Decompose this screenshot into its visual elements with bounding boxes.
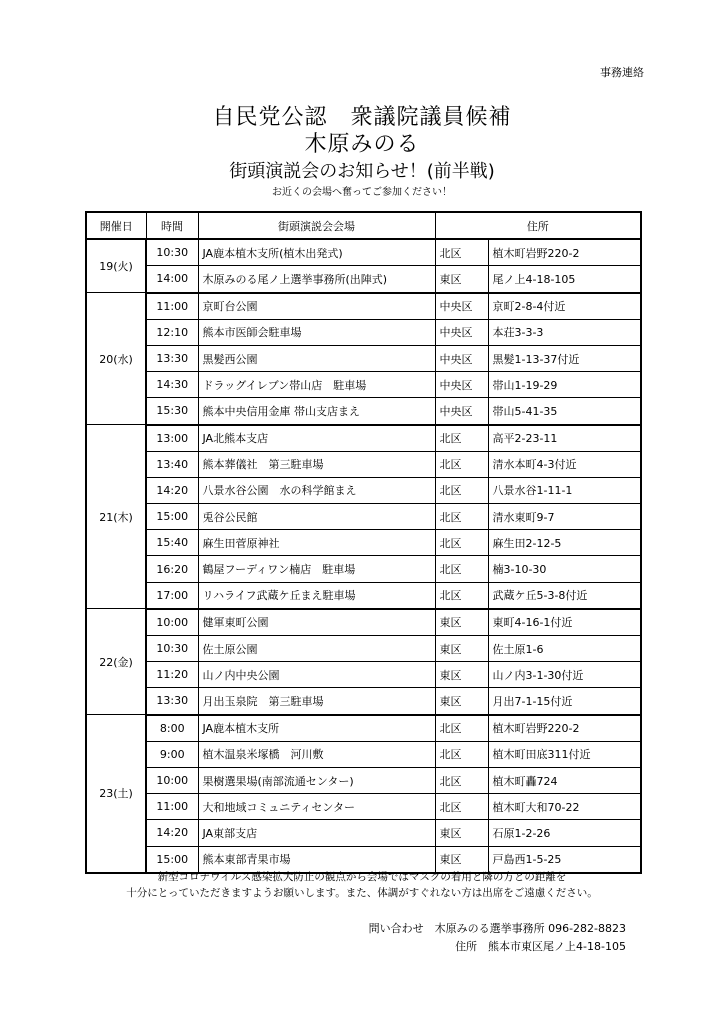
ward-cell: 中央区 xyxy=(435,398,488,425)
ward-cell: 東区 xyxy=(435,636,488,662)
venue-cell: ドラッグイレブン帯山店 駐車場 xyxy=(198,372,435,398)
table-row xyxy=(86,688,641,715)
address-cell: 植木町岩野220-2 xyxy=(488,715,641,742)
time-cell: 8:00 xyxy=(146,715,198,742)
time-cell: 17:00 xyxy=(146,582,198,609)
address-cell: 月出7-1-15付近 xyxy=(488,688,641,715)
table-row xyxy=(86,477,641,503)
address-cell: 本荘3-3-3 xyxy=(488,319,641,345)
ward-cell: 北区 xyxy=(435,239,488,266)
venue-cell: 八景水谷公園 水の科学館まえ xyxy=(198,477,435,503)
table-row xyxy=(86,820,641,846)
time-cell: 15:00 xyxy=(146,846,198,873)
time-cell: 12:10 xyxy=(146,319,198,345)
ward-cell: 東区 xyxy=(435,266,488,293)
time-cell: 14:20 xyxy=(146,820,198,846)
schedule-table xyxy=(85,211,642,874)
table-row xyxy=(86,239,641,266)
event-title: 街頭演説会のお知らせ！(前半戦) xyxy=(229,161,495,182)
ward-cell: 東区 xyxy=(435,662,488,688)
time-cell: 11:00 xyxy=(146,794,198,820)
venue-cell: 健軍東町公園 xyxy=(198,609,435,636)
footer-note-line-1: 新型コロナウイルス感染拡大防止の観点から会場ではマスクの着用と隣の方との距離を xyxy=(157,871,567,883)
table-row xyxy=(86,715,641,742)
address-cell: 高平2-23-11 xyxy=(488,425,641,452)
time-cell: 14:00 xyxy=(146,266,198,293)
venue-cell: 果樹選果場(南部流通センター) xyxy=(198,767,435,793)
address-cell: 植木町大和70-22 xyxy=(488,794,641,820)
contact-inquiry: 問い合わせ 木原みのる選挙事務所 096-282-8823 xyxy=(368,922,626,935)
venue-cell: 鶴屋フーディワン楠店 駐車場 xyxy=(198,556,435,582)
date-cell: 20(水) xyxy=(86,293,146,425)
table-row xyxy=(86,398,641,425)
time-cell: 15:30 xyxy=(146,398,198,425)
table-row xyxy=(86,425,641,452)
table-row xyxy=(86,266,641,293)
time-cell: 9:00 xyxy=(146,741,198,767)
venue-cell: 麻生田菅原神社 xyxy=(198,530,435,556)
table-row xyxy=(86,530,641,556)
table-row xyxy=(86,451,641,477)
header-date: 開催日 xyxy=(86,212,146,239)
table-row xyxy=(86,556,641,582)
title-line-1: 自民党公認 衆議院議員候補 xyxy=(212,105,512,130)
address-cell: 清水東町9-7 xyxy=(488,504,641,530)
time-cell: 13:30 xyxy=(146,345,198,371)
ward-cell: 北区 xyxy=(435,767,488,793)
address-cell: 植木町轟724 xyxy=(488,767,641,793)
time-cell: 15:00 xyxy=(146,504,198,530)
address-cell: 麻生田2-12-5 xyxy=(488,530,641,556)
address-cell: 帯山5-41-35 xyxy=(488,398,641,425)
address-cell: 清水本町4-3付近 xyxy=(488,451,641,477)
address-cell: 戸島西1-5-25 xyxy=(488,846,641,873)
venue-cell: 熊本中央信用金庫 帯山支店まえ xyxy=(198,398,435,425)
time-cell: 13:30 xyxy=(146,688,198,715)
table-row xyxy=(86,794,641,820)
table-row xyxy=(86,319,641,345)
address-cell: 山ノ内3-1-30付近 xyxy=(488,662,641,688)
date-cell: 19(火) xyxy=(86,239,146,292)
address-cell: 佐土原1-6 xyxy=(488,636,641,662)
address-cell: 尾ノ上4-18-105 xyxy=(488,266,641,293)
venue-cell: 月出玉泉院 第三駐車場 xyxy=(198,688,435,715)
venue-cell: 黒髪西公園 xyxy=(198,345,435,371)
candidate-name: 木原みのる xyxy=(304,132,420,157)
ward-cell: 北区 xyxy=(435,451,488,477)
footer-note-line-2: 十分にとっていただきますようお願いします。また、体調がすぐれない方は出席をご遠慮ください。 xyxy=(126,887,598,899)
address-cell: 石原1-2-26 xyxy=(488,820,641,846)
venue-cell: 兎谷公民館 xyxy=(198,504,435,530)
address-cell: 植木町岩野220-2 xyxy=(488,239,641,266)
time-cell: 11:00 xyxy=(146,293,198,320)
ward-cell: 北区 xyxy=(435,530,488,556)
time-cell: 10:00 xyxy=(146,767,198,793)
table-row xyxy=(86,345,641,371)
date-cell: 22(金) xyxy=(86,609,146,715)
address-cell: 楠3-10-30 xyxy=(488,556,641,582)
address-cell: 京町2-8-4付近 xyxy=(488,293,641,320)
venue-cell: 京町台公園 xyxy=(198,293,435,320)
ward-cell: 東区 xyxy=(435,688,488,715)
time-cell: 13:40 xyxy=(146,451,198,477)
ward-cell: 中央区 xyxy=(435,293,488,320)
table-row xyxy=(86,609,641,636)
table-row xyxy=(86,662,641,688)
time-cell: 15:40 xyxy=(146,530,198,556)
address-cell: 東町4-16-1付近 xyxy=(488,609,641,636)
subtitle: お近くの会場へ奮ってご参加ください！ xyxy=(272,187,452,198)
venue-cell: 山ノ内中央公園 xyxy=(198,662,435,688)
venue-cell: JA鹿本植木支所 xyxy=(198,715,435,742)
table-row xyxy=(86,767,641,793)
table-row xyxy=(86,741,641,767)
venue-cell: リハライフ武蔵ケ丘まえ駐車場 xyxy=(198,582,435,609)
time-cell: 16:20 xyxy=(146,556,198,582)
venue-cell: JA北熊本支店 xyxy=(198,425,435,452)
header-venue: 街頭演説会会場 xyxy=(198,212,435,239)
address-cell: 帯山1-19-29 xyxy=(488,372,641,398)
venue-cell: 熊本東部青果市場 xyxy=(198,846,435,873)
time-cell: 14:20 xyxy=(146,477,198,503)
date-cell: 23(土) xyxy=(86,715,146,873)
venue-cell: JA鹿本植木支所(植木出発式) xyxy=(198,239,435,266)
ward-cell: 中央区 xyxy=(435,319,488,345)
time-cell: 10:00 xyxy=(146,609,198,636)
ward-cell: 北区 xyxy=(435,477,488,503)
address-cell: 黒髪1-13-37付近 xyxy=(488,345,641,371)
ward-cell: 北区 xyxy=(435,715,488,742)
ward-cell: 東区 xyxy=(435,609,488,636)
time-cell: 13:00 xyxy=(146,425,198,452)
venue-cell: 佐土原公園 xyxy=(198,636,435,662)
date-cell: 21(木) xyxy=(86,425,146,609)
venue-cell: 植木温泉米塚橋 河川敷 xyxy=(198,741,435,767)
ward-cell: 北区 xyxy=(435,556,488,582)
table-row xyxy=(86,636,641,662)
ward-cell: 東区 xyxy=(435,820,488,846)
ward-cell: 北区 xyxy=(435,425,488,452)
venue-cell: 大和地域コミュニティセンター xyxy=(198,794,435,820)
ward-cell: 北区 xyxy=(435,794,488,820)
address-cell: 武蔵ケ丘5-3-8付近 xyxy=(488,582,641,609)
ward-cell: 北区 xyxy=(435,741,488,767)
time-cell: 10:30 xyxy=(146,636,198,662)
table-header-row xyxy=(86,212,641,239)
venue-cell: JA東部支店 xyxy=(198,820,435,846)
venue-cell: 熊本市医師会駐車場 xyxy=(198,319,435,345)
table-row xyxy=(86,293,641,320)
ward-cell: 中央区 xyxy=(435,372,488,398)
ward-cell: 東区 xyxy=(435,846,488,873)
time-cell: 10:30 xyxy=(146,239,198,266)
contact-address: 住所 熊本市東区尾ノ上4-18-105 xyxy=(455,940,626,953)
ward-cell: 北区 xyxy=(435,504,488,530)
address-cell: 八景水谷1-11-1 xyxy=(488,477,641,503)
document-notice-label: 事務連絡 xyxy=(600,66,644,79)
ward-cell: 中央区 xyxy=(435,345,488,371)
address-cell: 植木町田底311付近 xyxy=(488,741,641,767)
ward-cell: 北区 xyxy=(435,582,488,609)
time-cell: 11:20 xyxy=(146,662,198,688)
venue-cell: 熊本葬儀社 第三駐車場 xyxy=(198,451,435,477)
venue-cell: 木原みのる尾ノ上選挙事務所(出陣式) xyxy=(198,266,435,293)
time-cell: 14:30 xyxy=(146,372,198,398)
table-row xyxy=(86,372,641,398)
table-row xyxy=(86,582,641,609)
header-address: 住所 xyxy=(435,212,641,239)
table-row xyxy=(86,504,641,530)
header-time: 時間 xyxy=(146,212,198,239)
